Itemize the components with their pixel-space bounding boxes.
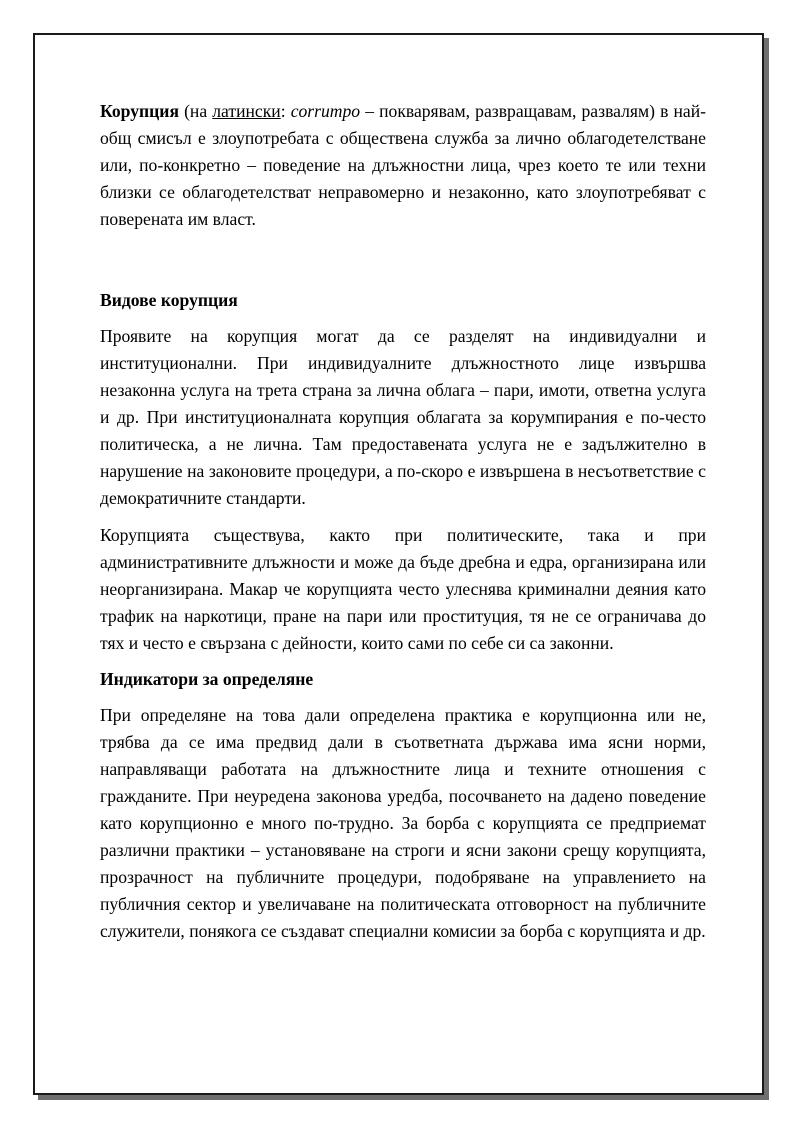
intro-paragraph [100, 98, 706, 233]
section-heading-indicators: Индикатори за определяне [100, 669, 314, 689]
types-paragraph-2: Корупцията съществува, както при политическите, така и при административните длъжности и може да бъде дребна и едра, организирана или неорганизирана. Макар че корупцията често улеснява криминални деяния като трафик на наркотици, пране на пари или проституция, тя не се ограничава до тях и често е свързана с дейности, които сами по себе си са законни. [100, 525, 706, 653]
page [33, 33, 764, 1095]
intro-lang-prefix: (на [178, 101, 213, 121]
intro-lang-colon: : [280, 101, 291, 121]
section-heading-types: Видове корупция [100, 290, 238, 310]
latin-word: corrumpo [290, 101, 361, 121]
indicators-paragraph: При определяне на това дали определена практика е корупционна или не, трябва да се има предвид дали в съответната държава има ясни норми, направляващи работата на длъжностните лица и техните отношения с гражданите. При неуредена законова уредба, посочването на дадено поведение като корупционно е много по-трудно. За борба с корупцията се предприемат различни практики – установяване на строги и ясни закони срещу корупцията, прозрачност на публичните процедури, подобряване на управлението на публичния сектор и увеличаване на политическата отговорност на публичните служители, понякога се създават специални комисии за борба с корупцията и др. [100, 705, 706, 941]
latin-language-link[interactable]: латински [212, 101, 281, 121]
intro-term: Корупция [100, 101, 179, 121]
document-body [100, 98, 706, 945]
types-paragraph-1: Проявите на корупция могат да се разделят на индивидуални и институционални. При индивидуалните длъжностното лице извършва незаконна услуга на трета страна за лична облага – пари, имоти, ответна услуга и др. При институционалната корупция облагата за корумпирания е по-често политическа, а не лична. Там предоставената услуга не е задължително в нарушение на законовите процедури, а по-скоро е извършена в несъответствие с демократичните стандарти. [100, 326, 706, 508]
intro-definition: – покварявам, развращавам, развалям) в най-общ смисъл е злоупотребата с обществена служба за лично облагодетелстване или, по-конкретно – поведение на длъжностни лица, чрез което те или техни близки се облагодетелстват неправомерно и незаконно, като злоупотребяват с поверената им власт. [100, 101, 706, 229]
